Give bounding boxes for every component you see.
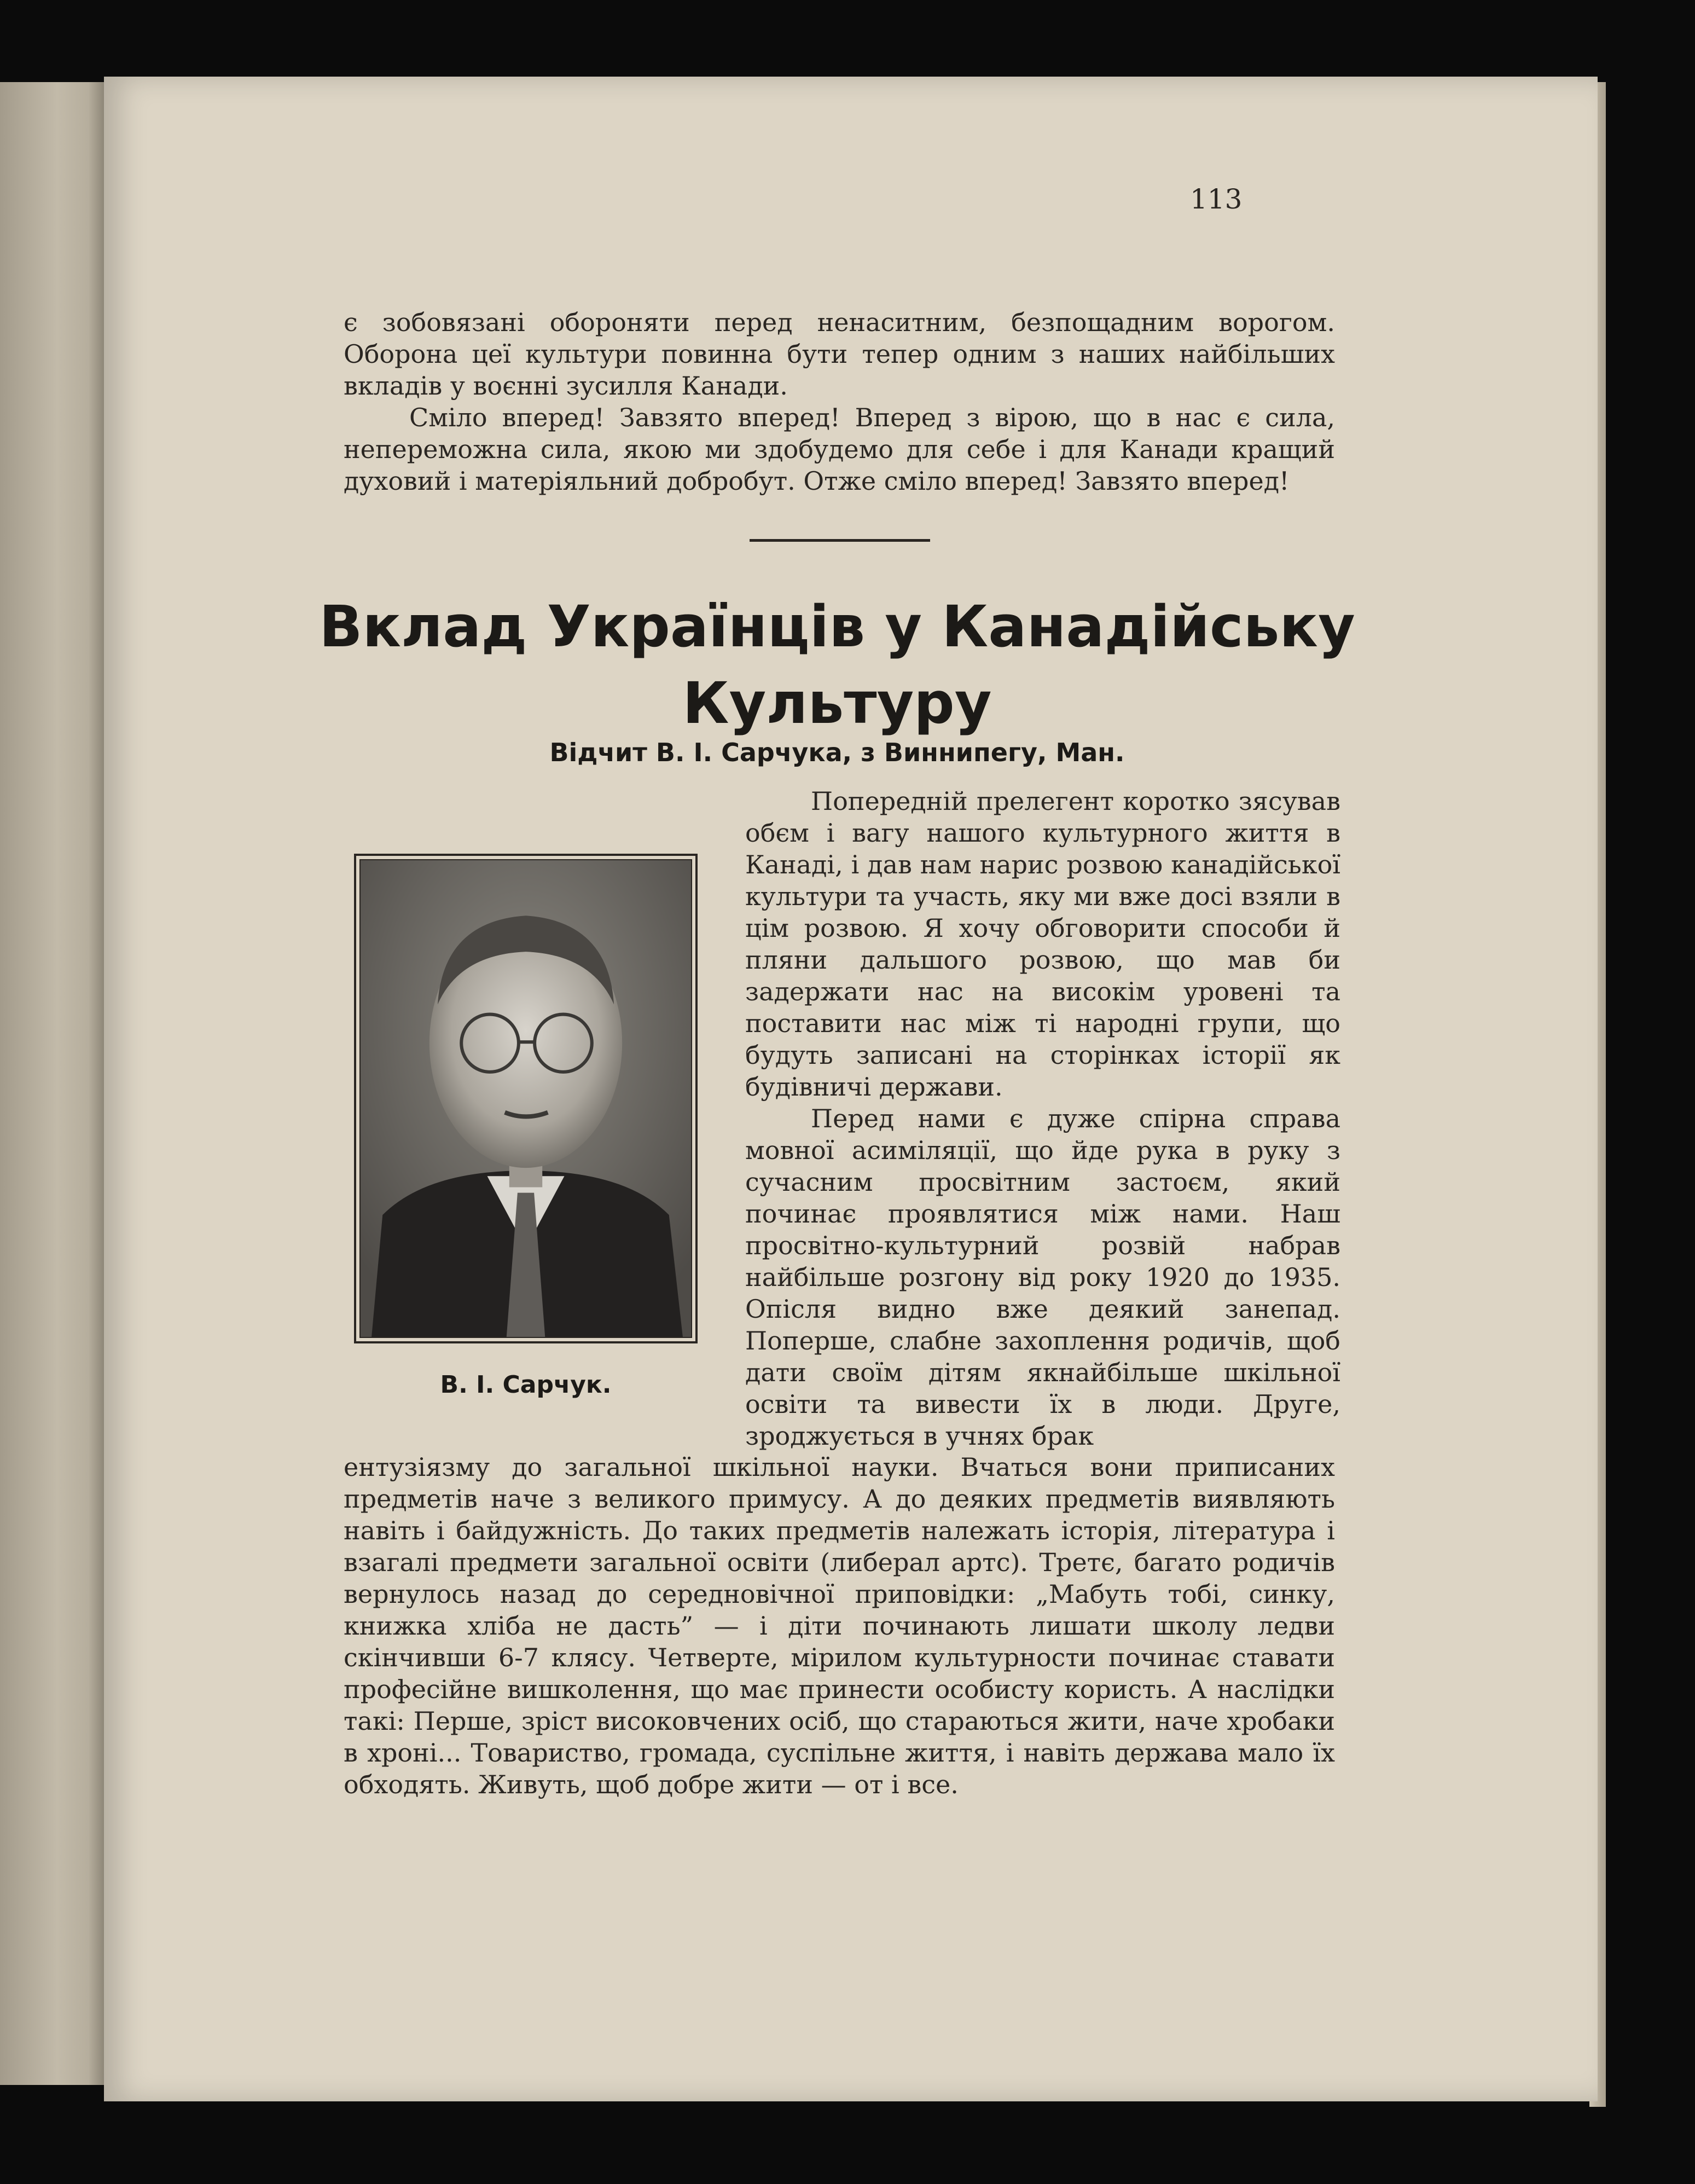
intro-paragraph-1: є зобовязані обороняти перед ненаситним, безпощадним ворогом. Оборона цеї культури повинна бути тепер одним з наших найбільших вкладів у воєнні зусилля Канади.	[344, 308, 1335, 401]
article-title	[317, 588, 1357, 741]
portrait-illustration	[361, 860, 691, 1337]
page-number: 113	[1190, 183, 1243, 215]
intro-paragraph-2: Сміло вперед! Завзято вперед! Вперед з вірою, що в нас є сила, непереможна сила, якою ми здобудемо для себе і для Канади кращий духовий і матеріяльний добробут. Отже сміло вперед! Завзято вперед!	[344, 403, 1335, 496]
portrait-photo	[359, 859, 692, 1338]
column-paragraph-1: Попередній прелегент коротко зясував обєм і вагу нашого культурного життя в Канаді, і дав нам нарис розвою канадійської культури та участь, яку ми вже досі взяли в цім розвою. Я хочу обговорити способи й пляни дальшого розвою, що мав би задержати нас на високім уровені та поставити нас між ті народні групи, що будуть записані на сторінках історії як будівничі держави.	[745, 786, 1340, 1102]
portrait-frame	[354, 854, 698, 1343]
column-paragraph-2: Перед нами є дуже спірна справа мовної асиміляції, що йде рука в руку з сучасним просвітним застоєм, який починає проявлятися між нами. Наш просвітно-культурний розвій набрав найбільше розгону від року 1920 до 1935. Опісля видно вже деякий занепад. Поперше, слабне захоплення родичів, щоб дати своїм дітям якнайбільше шкільної освіти та вивести їх в люди. Друге, зроджується в учнях брак	[745, 1104, 1340, 1451]
article-title-line-1: Вклад Українців у Канадійську	[319, 593, 1355, 660]
left-page-edge	[0, 82, 104, 2085]
article-column	[745, 785, 1340, 1452]
article-title-line-2: Культуру	[682, 670, 992, 737]
full-width-paragraph: ентузіязму до загальної шкільної науки. Вчаться вони приписаних предметів наче з великого примусу. А до деяких предметів виявляють навіть і байдужність. До таких предметів належать історія, література і взагалі предмети загальної освіти (либерал артс). Третє, багато родичів вернулось назад до середновічної приповідки: „Мабуть тобі, синку, книжка хліба не дасть” — і діти починають лишати школу ледви скінчивши 6-7 клясу. Четверте, мірилом культурности починає ставати професійне вишколення, що має принести особисту користь. А наслідки такі: Перше, зріст високовчених осіб, що стараються жити, наче хробаки в хроні... Товариство, громада, суспільне життя, і навіть держава мало їх обходять. Живуть, щоб добре жити — от і все.	[344, 1452, 1335, 1799]
section-divider	[750, 539, 930, 542]
intro-text	[344, 306, 1335, 497]
article-full-width	[344, 1451, 1335, 1800]
article-subtitle: Відчит В. І. Сарчука, з Виннипегу, Ман.	[549, 738, 1125, 767]
portrait-caption: В. І. Сарчук.	[440, 1371, 612, 1399]
